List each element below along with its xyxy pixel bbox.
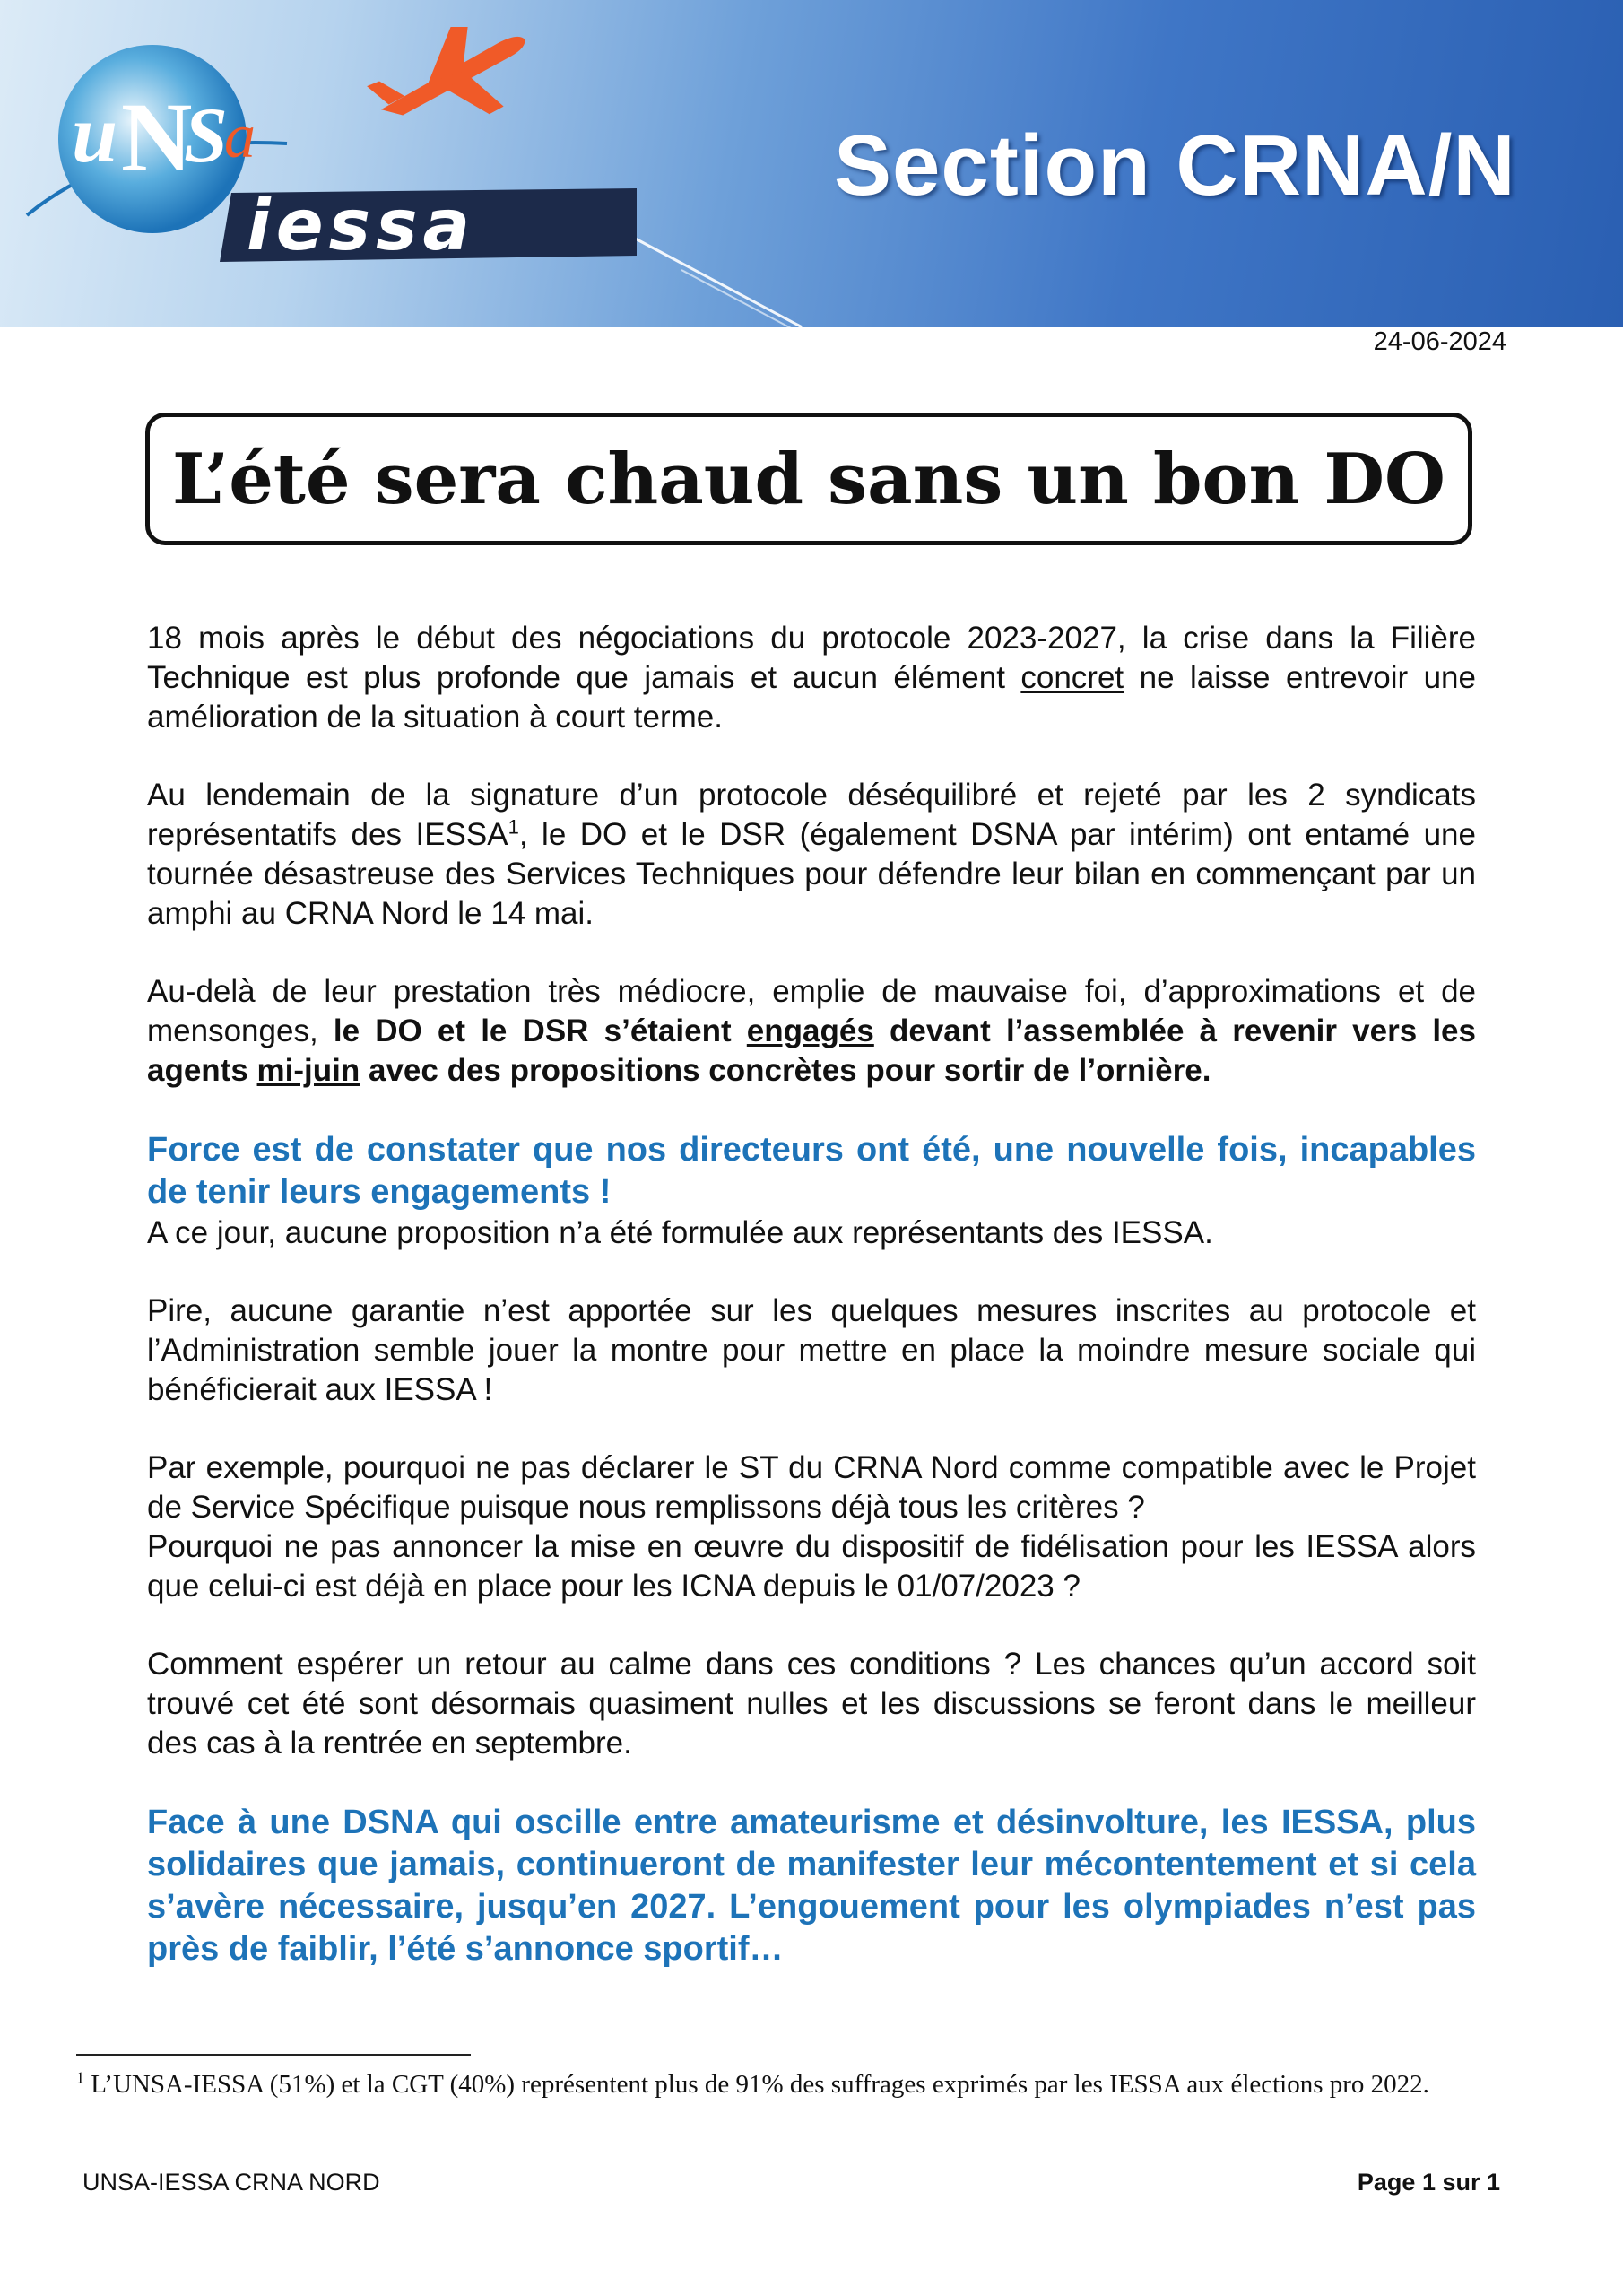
text: Au lendemain de la signature d’un protocole déséquilibré et rejeté par les 2 syndicats représentatifs des IESSA	[147, 778, 1476, 852]
underlined-text: mi-juin	[256, 1053, 360, 1088]
highlight-statement-2: Face à une DSNA qui oscille entre amateurisme et désinvolture, les IESSA, plus solidaires que jamais, continueront de manifester leur mécontentement et si cela s’avère nécessaire, jusqu’en 2027. L’engouement pour les olympiades n’est pas près de faiblir, l’été s’annonce sportif…	[147, 1804, 1476, 1968]
document-date: 24-06-2024	[1373, 327, 1506, 356]
bold-text: devant l’assemblée à revenir vers les agents	[147, 1013, 1476, 1088]
svg-text:a: a	[224, 102, 256, 171]
document-body	[147, 619, 1476, 2009]
paragraph-1	[147, 619, 1476, 737]
footnote-ref: 1	[508, 815, 519, 839]
bold-text: avec des propositions concrètes pour sortir de l’ornière.	[360, 1053, 1211, 1088]
page-title: L’été sera chaud sans un bon DO	[171, 438, 1446, 520]
svg-text:S: S	[184, 92, 228, 179]
text: Au-delà de leur prestation très médiocre, emplie de mauvaise foi, d’approximations et de mensonges,	[147, 974, 1476, 1048]
footer-organization: UNSA-IESSA CRNA NORD	[82, 2169, 380, 2196]
paragraph-3	[147, 972, 1476, 1091]
section-title: Section CRNA/N	[834, 117, 1516, 213]
svg-text:iessa: iessa	[247, 186, 476, 266]
text: 18 mois après le début des négociations du protocole 2023-2027, la crise dans la Filière Technique est plus profonde que jamais et aucun élément	[147, 621, 1476, 695]
text: Pourquoi ne pas annoncer la mise en œuvre du dispositif de fidélisation pour les IESSA alors que celui-ci est déjà en place pour les ICNA depuis le 01/07/2023 ?	[147, 1529, 1476, 1604]
footnote-marker: 1	[76, 2068, 84, 2087]
svg-text:N: N	[121, 83, 193, 192]
paragraph-6	[147, 1448, 1476, 1606]
footnote	[76, 2070, 1601, 2100]
page-number: Page 1 sur 1	[1357, 2169, 1500, 2196]
title-box	[145, 413, 1472, 545]
underlined-text: engagés	[746, 1013, 874, 1048]
underlined-text: concret	[1020, 660, 1124, 695]
text: ne laisse entrevoir une amélioration de la situation à court terme.	[147, 660, 1476, 735]
footnote-divider	[76, 2054, 471, 2056]
bold-text: le DO et le DSR s’étaient	[333, 1013, 747, 1048]
header-banner	[0, 0, 1623, 327]
svg-text:u: u	[72, 88, 118, 179]
text: Par exemple, pourquoi ne pas déclarer le ST du CRNA Nord comme compatible avec le Projet de Service Spécifique puisque nous remplissons déjà tous les critères ?	[147, 1450, 1476, 1525]
paragraph-7: Comment espérer un retour au calme dans ces conditions ? Les chances qu’un accord soit trouvé cet été sont désormais quasiment nulles et les discussions se feront dans le meilleur des cas à la rentrée en septembre.	[147, 1647, 1476, 1761]
footnote-text: L’UNSA-IESSA (51%) et la CGT (40%) représentent plus de 91% des suffrages exprimés par les IESSA aux élections pro 2022.	[84, 2070, 1429, 2099]
text: , le DO et le DSR (également DSNA par intérim) ont entamé une tournée désastreuse des Services Techniques pour défendre leur bilan en commençant par un amphi au CRNA Nord le 14 mai.	[147, 817, 1476, 931]
paragraph-4: A ce jour, aucune proposition n’a été formulée aux représentants des IESSA.	[147, 1215, 1213, 1250]
unsa-iessa-logo	[18, 27, 664, 296]
plane-icon	[357, 27, 546, 152]
paragraph-2	[147, 776, 1476, 934]
highlight-statement-1: Force est de constater que nos directeurs ont été, une nouvelle fois, incapables de tenir leurs engagements !	[147, 1131, 1476, 1211]
paragraph-5: Pire, aucune garantie n’est apportée sur les quelques mesures inscrites au protocole et l’Administration semble jouer la montre pour mettre en place la moindre mesure sociale qui bénéficierait aux IESSA !	[147, 1293, 1476, 1407]
